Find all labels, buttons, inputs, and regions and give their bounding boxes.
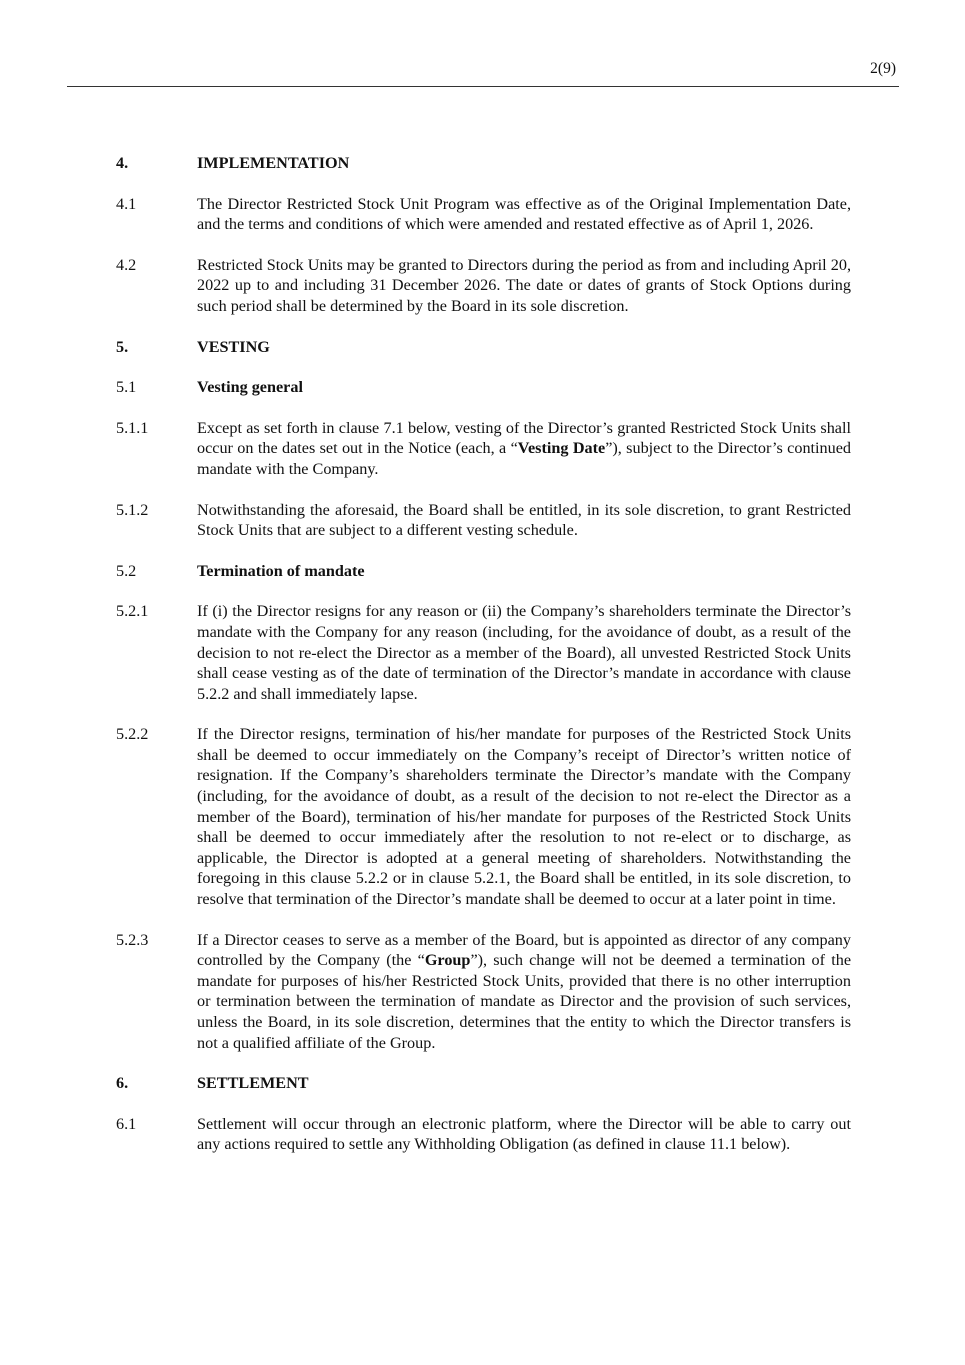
defined-term: Group xyxy=(424,951,471,970)
clause-5-2-1 xyxy=(116,601,851,704)
clause-number: 6.1 xyxy=(116,1114,137,1133)
clause-number: 5.2.1 xyxy=(116,602,149,621)
subsection-title: Termination of mandate xyxy=(197,561,365,580)
clause-text xyxy=(197,930,851,1054)
clause-number: 5.2.2 xyxy=(116,725,149,744)
clause-5-1-2 xyxy=(116,500,851,541)
clause-text: Notwithstanding the aforesaid, the Board shall be entitled, in its sole discretion, to grant Restricted Stock Units that are subject to a different vesting schedule. xyxy=(197,500,851,540)
header-divider xyxy=(67,86,899,87)
clause-text-part: ”), subject to the Director’s continued mandate with the Company. xyxy=(197,439,852,478)
clause-text-part: ”), such change will not be deemed a termination of the mandate for purposes of his/her Restricted Stock Units, provided that there is no other interruption or termination between the termination of mandate as Director and the provision of such services, unless the Board, in its sole discretion, determines that the entity to which the Director transfers is not a qualified affiliate of the Group. xyxy=(197,951,851,1052)
clause-text-part: If a Director ceases to serve as a member of the Board, but is appointed as director of any company controlled by the Company (the “ xyxy=(197,930,851,970)
clause-number: 5.2.3 xyxy=(116,930,149,949)
section-title: VESTING xyxy=(197,337,270,356)
document-body xyxy=(116,153,851,1175)
clause-5-1-1 xyxy=(116,418,851,480)
clause-text: Restricted Stock Units may be granted to Directors during the period as from and including April 20, 2022 up to and including 31 December 2026. The date or dates of grants of Stock Options during such period shall be determined by the Board in its sole discretion. xyxy=(197,255,851,315)
clause-text: If (i) the Director resigns for any reason or (ii) the Company’s shareholders terminate the Director’s mandate with the Company for any reason (including, for the avoidance of doubt, as a result of the decision to not re-elect the Director as a member of the Board), all unvested Restricted Stock Units shall cease vesting as of the date of termination of the Director’s mandate in accordance with clause 5.2.2 and shall immediately lapse. xyxy=(197,602,851,703)
section-heading-implementation xyxy=(116,153,851,174)
defined-term: Vesting Date xyxy=(517,439,606,458)
section-number: 4. xyxy=(116,154,129,172)
subsection-title: Vesting general xyxy=(197,378,303,397)
clause-5-2-2 xyxy=(116,724,851,909)
section-title: IMPLEMENTATION xyxy=(197,154,350,172)
clause-number: 4.2 xyxy=(116,255,137,274)
clause-number: 5.1.2 xyxy=(116,500,149,519)
clause-text: The Director Restricted Stock Unit Program was effective as of the Original Implementation Date, and the terms and conditions of which were amended and restated effective as of April 1, 2026. xyxy=(197,194,851,234)
clause-text xyxy=(197,418,851,480)
clause-4-2 xyxy=(116,255,851,317)
clause-text-part: Except as set forth in clause 7.1 below, vesting of the Director’s granted Restricted Stock Units shall occur on the dates set out in the Notice (each, a “ xyxy=(197,418,851,458)
subsection-number: 5.2 xyxy=(116,561,137,580)
clause-6-1 xyxy=(116,1114,851,1155)
page-number: 2(9) xyxy=(870,60,896,77)
subsection-heading-vesting-general xyxy=(116,377,851,398)
section-heading-settlement xyxy=(116,1073,851,1094)
subsection-number: 5.1 xyxy=(116,378,137,397)
section-heading-vesting xyxy=(116,337,851,358)
clause-text: If the Director resigns, termination of his/her mandate for purposes of the Restricted Stock Units shall be deemed to occur immediately on the Company’s receipt of Director’s written notice of resignation. If the Company’s shareholders terminate the Director’s mandate with the Company (including, for the avoidance of doubt, as a result of the decision to not re-elect the Director as a member of the Board), termination of his/her mandate for purposes of the Restricted Stock Units shall be deemed to occur immediately after the resolution to not re-elect or to discharge, as applicable, the Director is adopted at a general meeting of shareholders. Notwithstanding the foregoing in this clause 5.2.2 or in clause 5.2.1, the Board shall be entitled, in its sole discretion, to resolve that termination of the Director’s mandate shall be deemed to occur at a later point in time. xyxy=(197,725,851,909)
section-number: 5. xyxy=(116,337,129,356)
clause-4-1 xyxy=(116,194,851,235)
clause-5-2-3 xyxy=(116,930,851,1054)
clause-number: 5.1.1 xyxy=(116,418,149,437)
clause-number: 4.1 xyxy=(116,194,137,213)
clause-text: Settlement will occur through an electronic platform, where the Director will be able to carry out any actions required to settle any Withholding Obligation (as defined in clause 11.1 below). xyxy=(197,1114,851,1154)
section-title: SETTLEMENT xyxy=(197,1074,309,1093)
section-number: 6. xyxy=(116,1074,129,1093)
subsection-heading-termination xyxy=(116,561,851,582)
